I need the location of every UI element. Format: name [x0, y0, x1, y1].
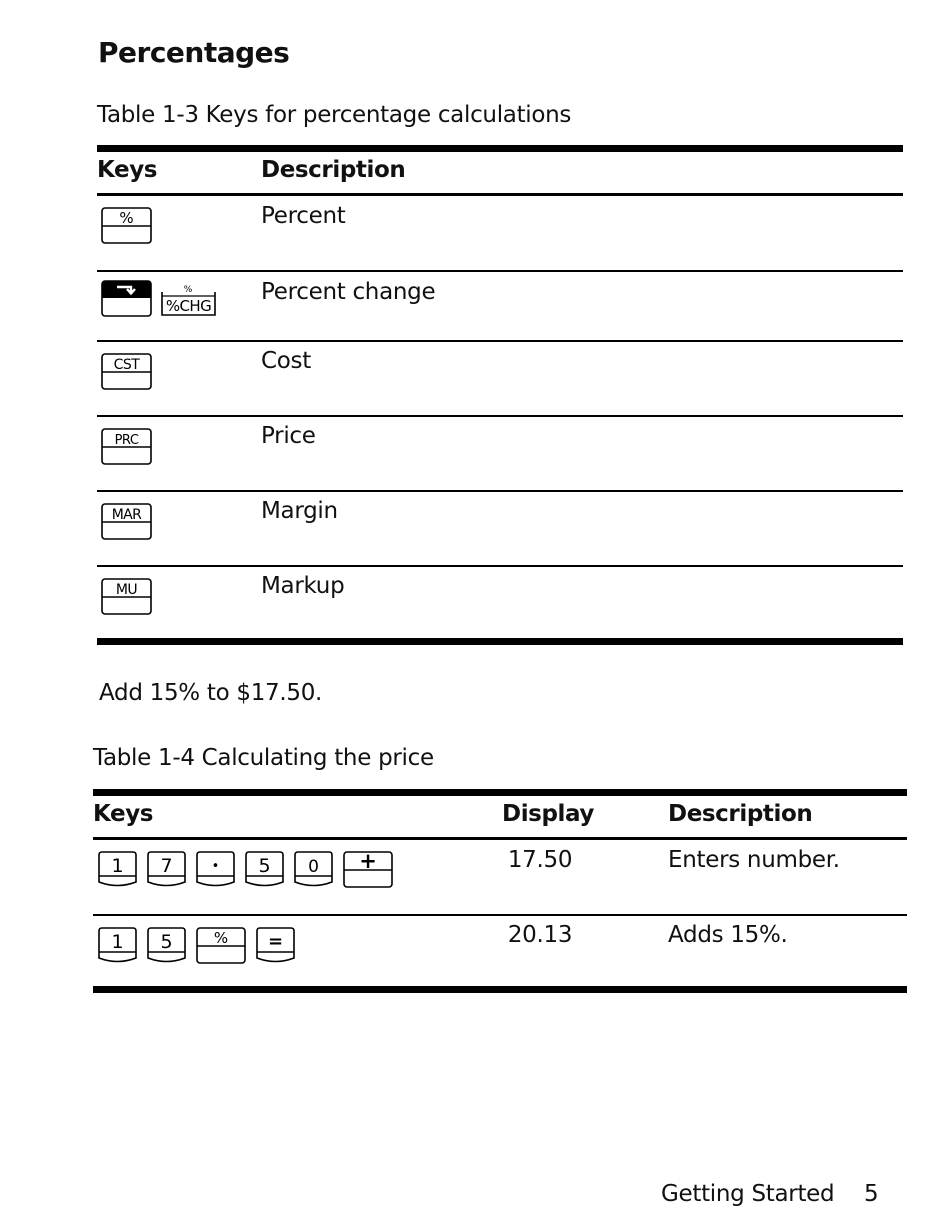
table-row [101, 503, 153, 545]
digit-7-key [148, 852, 185, 886]
key-label: = [267, 931, 284, 952]
row-divider [97, 490, 903, 492]
key-label: 1 [111, 931, 124, 953]
percent-key [197, 928, 245, 963]
margin-key [101, 503, 153, 541]
key-label: CST [113, 357, 140, 373]
key-label: 0 [308, 857, 319, 877]
digit-0-key [295, 852, 332, 886]
row-description: Adds 15%. [668, 922, 788, 948]
markup-key [101, 578, 153, 616]
percent-change-key [162, 285, 215, 315]
cost-key [101, 353, 153, 391]
table-1-bottom-rule [97, 638, 903, 645]
percent-change-keys [101, 280, 221, 318]
plus-key [344, 851, 392, 887]
row-description: Enters number. [668, 847, 840, 873]
table-row [101, 280, 221, 322]
key-label: MU [115, 582, 138, 598]
digit-5-key [246, 852, 283, 886]
equals-key [257, 928, 294, 962]
row-divider [93, 914, 907, 916]
price-key [101, 428, 153, 466]
key-label: • [211, 859, 220, 874]
table-2-caption: Table 1-4 Calculating the price [93, 745, 434, 771]
key-label: 1 [111, 855, 124, 877]
table-row [101, 578, 153, 620]
display-value: 20.13 [507, 922, 573, 948]
key-shift-label: % [183, 285, 193, 295]
row-divider [97, 270, 903, 272]
row-divider [97, 565, 903, 567]
key-label: PRC [114, 433, 139, 448]
digit-5-key [148, 928, 185, 962]
row-description: Markup [261, 573, 345, 599]
key-sequence [98, 851, 398, 891]
table-1-top-rule [97, 145, 903, 152]
key-label: + [359, 851, 377, 873]
table-row [101, 353, 153, 395]
key-label: 5 [258, 855, 271, 877]
key-label: %CHG [165, 297, 212, 315]
table-row [101, 428, 153, 470]
table-2-header-keys: Keys [93, 801, 154, 827]
row-description: Price [261, 423, 316, 449]
table-1-header-rule [97, 193, 903, 196]
row-description: Cost [261, 348, 311, 374]
table-row [101, 207, 153, 249]
footer-title: Getting Started [661, 1181, 835, 1207]
row-divider [97, 415, 903, 417]
key-label: % [119, 209, 134, 227]
table-2-header-display: Display [502, 801, 595, 827]
row-description: Percent [261, 203, 346, 229]
key-sequence [98, 927, 308, 967]
display-value: 17.50 [507, 847, 573, 873]
table-2-top-rule [93, 789, 907, 796]
row-description: Margin [261, 498, 338, 524]
digit-1-key [99, 852, 136, 886]
section-heading: Percentages [98, 36, 290, 69]
table-row [98, 851, 398, 895]
table-row [98, 927, 308, 971]
page-number: 5 [864, 1181, 879, 1207]
key-label: MAR [111, 507, 142, 523]
decimal-point-key [197, 852, 234, 886]
table-1-caption: Table 1-3 Keys for percentage calculations [97, 102, 572, 128]
key-label: % [213, 929, 229, 947]
table-2-bottom-rule [93, 986, 907, 993]
table-1-header-keys: Keys [97, 157, 158, 183]
percent-key [101, 207, 153, 245]
example-text: Add 15% to $17.50. [99, 680, 323, 706]
key-label: 7 [160, 855, 173, 877]
table-1-header-description: Description [261, 157, 406, 183]
shift-key [102, 281, 151, 316]
key-label: 5 [160, 931, 173, 953]
table-2-header-rule [93, 837, 907, 840]
row-divider [97, 340, 903, 342]
digit-1-key [99, 928, 136, 962]
table-2-header-description: Description [668, 801, 813, 827]
row-description: Percent change [261, 279, 436, 305]
